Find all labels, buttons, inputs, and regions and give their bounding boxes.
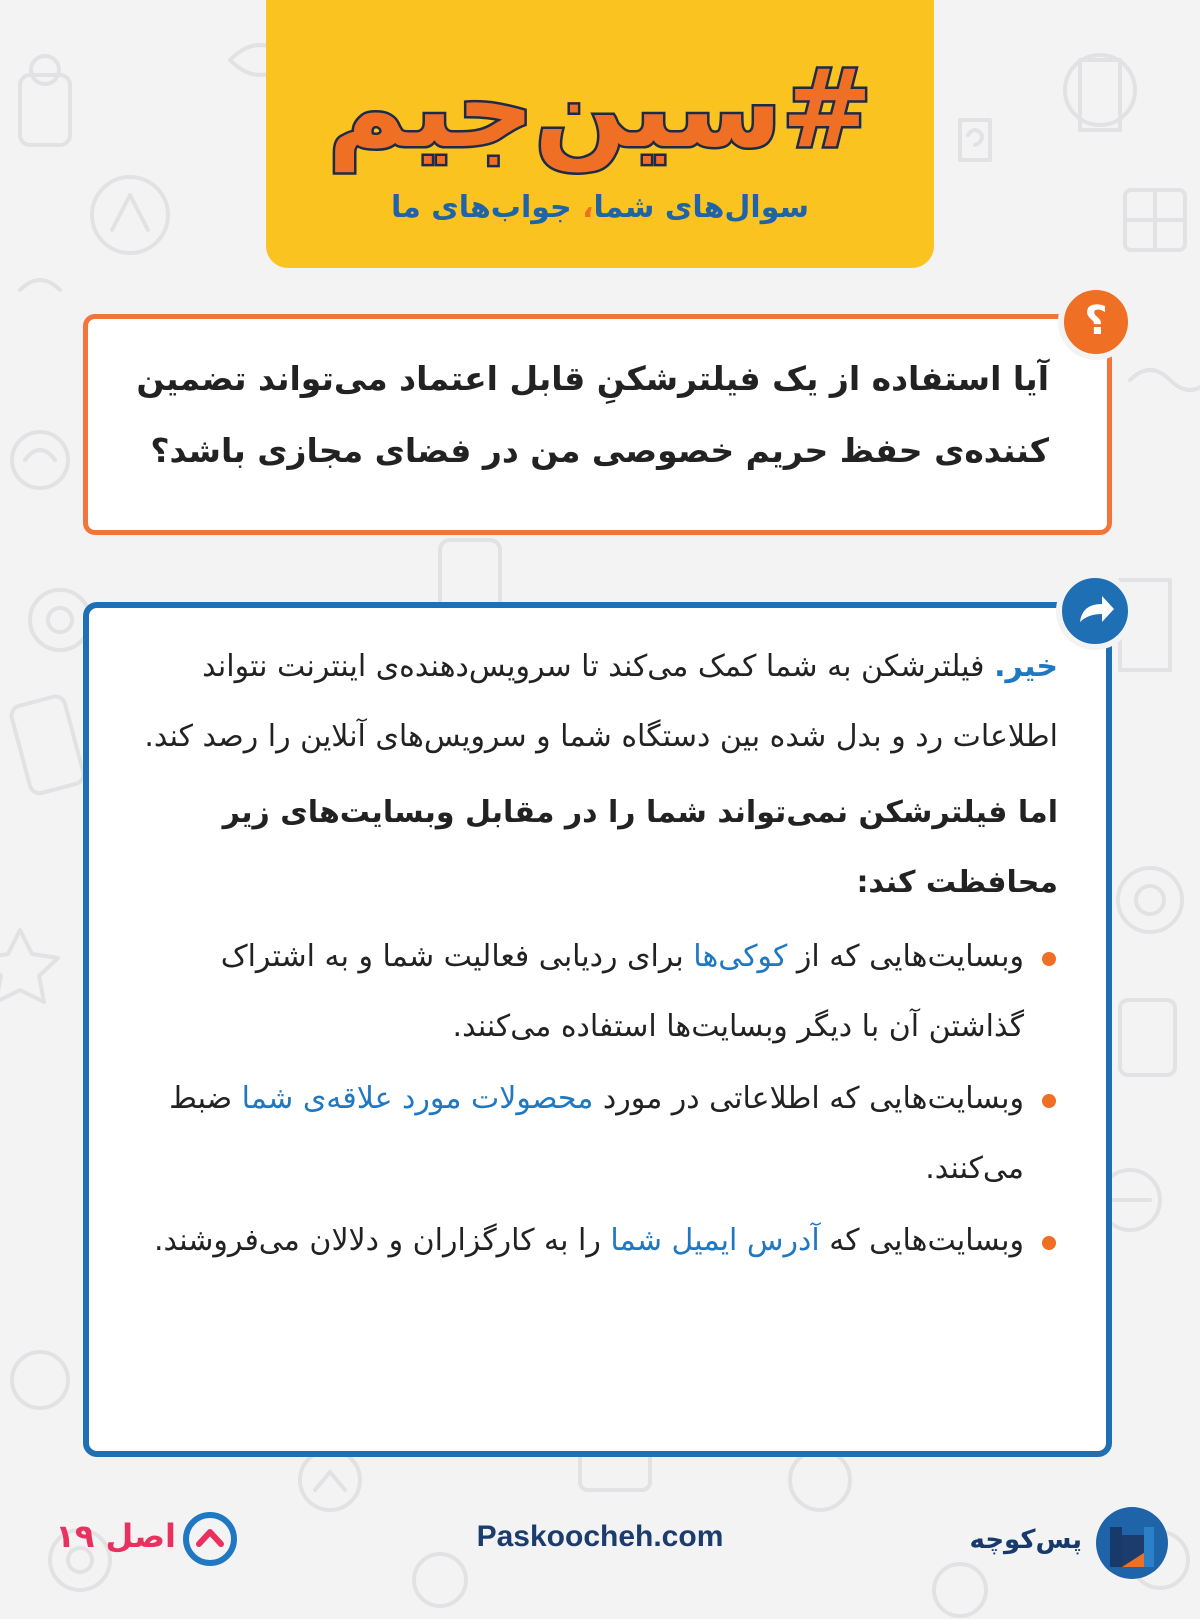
subtitle-comma: ، [582,190,594,225]
paskoocheh-logo-icon [1094,1505,1170,1581]
bullet-text: را به کارگزاران و دلالان می‌فروشند. [153,1223,611,1258]
bullet-dot-icon [1042,1236,1056,1250]
footer-brand [930,1505,1170,1581]
bullet-text: برای ردیابی فعالیت شما و به اشتراک گذاشتن آن با دیگر وبسایت‌ها استفاده می‌کنند. [220,939,1024,1044]
share-arrow-icon [1056,572,1134,650]
answer-lead-no: خیر. [994,649,1058,684]
bullet-text: ضبط می‌کنند. [169,1081,1024,1186]
bullet-text: وبسایت‌هایی که اطلاعاتی در مورد [593,1081,1024,1116]
chevron-up-circle-icon [182,1511,238,1567]
list-item [141,1064,1058,1204]
principle-badge [38,1505,238,1575]
answer-intro-text: فیلترشکن به شما کمک می‌کند تا سرویس‌دهنده‌ی اینترنت نتواند اطلاعات رد و بدل شده بین دستگاه شما و سرویس‌های آنلاین را رصد کند. [144,649,1058,754]
highlight-favorite-products: محصولات مورد علاقه‌ی شما [241,1081,594,1116]
header-subtitle [266,190,934,225]
highlight-cookies: کوکی‌ها [693,939,788,974]
subtitle-part-answers: جواب‌های ما [390,190,583,225]
bullet-dot-icon [1042,1094,1056,1108]
bullet-dot-icon [1042,952,1056,966]
question-mark-icon: ؟ [1058,284,1134,360]
question-text: آیا استفاده از یک فیلترشکنِ قابل اعتماد می‌تواند تضمین کننده‌ی حفظ حریم خصوصی من در فضای مجازی باشد؟ [136,359,1049,470]
brand-name: پس‌کوچه [969,1525,1082,1555]
logo-text: #سین‌جیم [327,47,873,172]
question-box [83,314,1112,535]
answer-content [141,632,1058,1278]
list-item [141,922,1058,1062]
answer-bullet-list [141,922,1058,1276]
answer-box [83,602,1112,1457]
highlight-email-address: آدرس ایمیل شما [610,1223,820,1258]
subtitle-part-questions: سوال‌های شما [593,190,810,225]
sin-jim-logo [327,28,873,178]
header-banner [266,0,934,268]
bullet-text: وبسایت‌هایی که از [787,939,1024,974]
answer-paragraph-warning: اما فیلترشکن نمی‌تواند شما را در مقابل وبسایت‌های زیر محافظت کند: [222,795,1058,900]
website-link[interactable]: Paskoocheh.com [476,1520,724,1553]
principle-label: اصل ۱۹ [55,1517,176,1555]
answer-paragraph-intro [141,632,1058,772]
bullet-text: وبسایت‌هایی که [819,1223,1024,1258]
list-item [141,1206,1058,1276]
